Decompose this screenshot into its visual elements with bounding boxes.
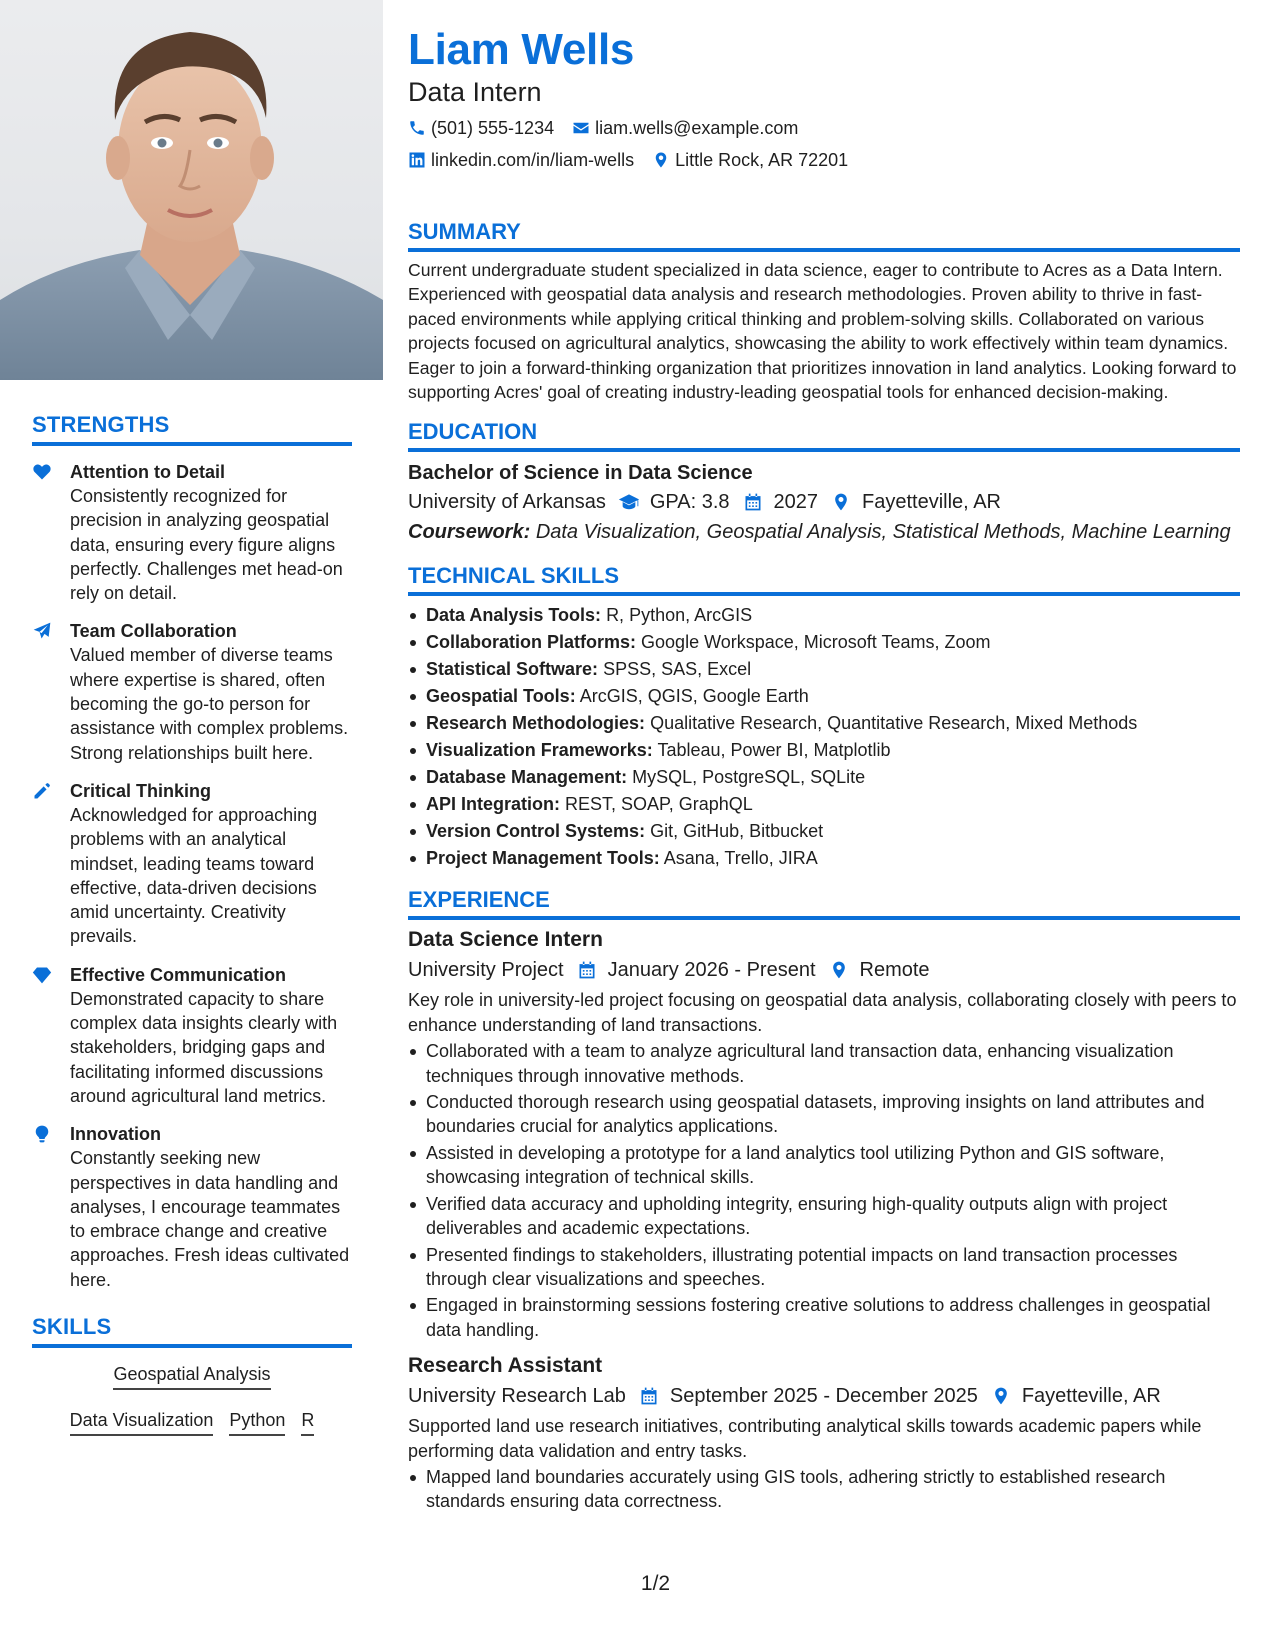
pencil-icon [32,779,70,949]
list-item [408,602,1240,629]
strength-item [32,619,352,764]
strengths-section [32,412,352,1292]
sidebar-content [32,412,352,1436]
strength-description: Acknowledged for approaching problems with an analytical mindset, leading teams toward effective, data-driven decisions amid uncertainty. Creativity prevails. [70,804,318,947]
technical-skills-heading: TECHNICAL SKILLS [408,563,620,589]
strength-item [32,1122,352,1292]
graduation-year: 2027 [773,491,819,514]
job-entry [408,1352,1240,1514]
list-item: Engaged in brainstorming sessions fostering creative solutions to address challenges in geospatial data handling. [408,1293,1240,1342]
skill-value: MySQL, PostgreSQL, SQLite [632,767,866,788]
list-item [408,656,1240,683]
skill-chip: Python [229,1408,285,1436]
contact-row [408,148,1240,172]
skills-heading: SKILLS [32,1314,112,1340]
section-divider [32,1344,352,1348]
skill-label: Project Management Tools: [426,848,660,869]
calendar-icon [576,960,598,980]
email-text: liam.wells@example.com [595,118,799,138]
paper-plane-icon [32,619,70,764]
experience-heading: EXPERIENCE [408,887,550,913]
experience-section [408,886,1240,1513]
strengths-heading: STRENGTHS [32,412,170,437]
job-org: University Project [408,959,564,982]
section-divider [32,442,352,446]
diamond-icon [32,963,70,1108]
skill-label: Geospatial Tools: [426,686,576,707]
envelope-icon [572,119,590,137]
skill-label: Research Methodologies: [426,713,646,734]
strength-description: Consistently recognized for precision in analyzing geospatial data, ensuring every figure aligns perfectly. Challenges met head-on rely on detail. [70,486,343,604]
profile-photo [0,0,383,380]
job-meta [408,1382,1240,1410]
job-meta [408,956,1240,984]
calendar-icon [638,1386,660,1406]
job-dates: September 2025 - December 2025 [669,1385,978,1408]
skill-value: REST, SOAP, GraphQL [565,794,753,815]
skill-value: Tableau, Power BI, Matplotlib [657,740,891,761]
contact-phone[interactable] [408,116,554,140]
list-item [408,818,1240,845]
skill-row [32,1408,352,1436]
gpa-text: GPA: 3.8 [649,491,730,514]
skill-value: Git, GitHub, Bitbucket [650,821,824,842]
page-number [0,1572,1275,1596]
portrait-illustration [0,0,383,380]
summary-heading: SUMMARY [408,219,521,244]
map-pin-icon [830,492,852,512]
job-bullets [408,1039,1240,1342]
linkedin-icon [408,151,426,169]
contact-row [408,116,1240,140]
list-item [408,764,1240,791]
education-section [408,418,1240,546]
strength-item [32,963,352,1108]
phone-icon [408,119,426,137]
candidate-role: Data Intern [408,77,542,107]
section-divider [408,916,1240,920]
skill-label: Version Control Systems: [426,821,646,842]
list-item: Presented findings to stakeholders, illustrating potential impacts on land transaction processes through clear visualizations and speeches. [408,1243,1240,1292]
calendar-icon [742,492,764,512]
education-meta [408,488,1240,516]
strength-title: Team Collaboration [70,621,237,642]
job-location: Remote [859,959,930,982]
skill-label: Collaboration Platforms: [426,632,637,653]
skill-value: ArcGIS, QGIS, Google Earth [579,686,809,707]
job-org: University Research Lab [408,1385,626,1408]
map-pin-icon [828,960,850,980]
coursework-label: Coursework: [408,521,531,544]
degree-title: Bachelor of Science in Data Science [408,462,753,485]
location-text: Little Rock, AR 72201 [675,150,849,170]
summary-section [408,218,1240,404]
list-item: Verified data accuracy and upholding integrity, ensuring high-quality outputs align with project deliverables and academic expectations. [408,1192,1240,1241]
job-bullets [408,1465,1240,1514]
list-item: Mapped land boundaries accurately using GIS tools, adhering strictly to established research standards ensuring data correctness. [408,1465,1240,1514]
education-heading: EDUCATION [408,419,538,445]
linkedin-text: linkedin.com/in/liam-wells [431,150,635,170]
list-item [408,737,1240,764]
main-content [408,0,1240,1514]
strength-item [32,460,352,605]
contact-linkedin[interactable] [408,148,634,172]
skill-label: API Integration: [426,794,560,815]
skills-section [32,1314,352,1436]
map-pin-icon [652,151,670,169]
skill-label: Visualization Frameworks: [426,740,653,761]
school-location: Fayetteville, AR [862,491,1001,514]
list-item [408,845,1240,872]
job-title-text: Data Science Intern [408,928,603,952]
strength-description: Demonstrated capacity to share complex data insights clearly with stakeholders, bridging gaps and facilitating informed discussions around agricultural land metrics. [70,988,338,1106]
strength-title: Innovation [70,1124,161,1145]
job-entry [408,926,1240,1342]
technical-skills-list [408,602,1240,872]
strength-description: Valued member of diverse teams where expertise is shared, often becoming the go-to person for assistance with complex problems. Strong relationships built here. [70,645,349,763]
skill-label: Data Analysis Tools: [426,605,602,626]
section-divider [408,592,1240,596]
coursework-list: Data Visualization, Geospatial Analysis, Statistical Methods, Machine Learning [535,521,1231,544]
strength-item [32,779,352,949]
job-location: Fayetteville, AR [1021,1385,1161,1408]
skill-value: SPSS, SAS, Excel [603,659,752,680]
strength-description: Constantly seeking new perspectives in data handling and analyses, I encourage teammates to embrace change and creative approaches. Fresh ideas cultivated here. [70,1148,350,1290]
list-item [408,791,1240,818]
job-dates: January 2026 - Present [607,959,816,982]
job-title [408,1352,1240,1380]
contact-email[interactable] [572,116,798,140]
page-number-text: 1/2 [640,1572,671,1595]
list-item: Assisted in developing a prototype for a land analytics tool utilizing Python and GIS software, showcasing integration of technical skills. [408,1141,1240,1190]
skill-chip: Data Visualization [70,1408,214,1436]
school-name: University of Arkansas [408,491,606,514]
lightbulb-icon [32,1122,70,1292]
coursework [408,518,1240,546]
strength-title: Effective Communication [70,964,287,985]
section-divider [408,248,1240,252]
contact-location [652,148,848,172]
job-description: Supported land use research initiatives, contributing analytical skills towards academic papers while performing data validation and entry tasks. [408,1416,1202,1461]
skill-chip: R [301,1408,314,1436]
list-item [408,629,1240,656]
skill-value: Qualitative Research, Quantitative Research, Mixed Methods [650,713,1138,734]
list-item [408,710,1240,737]
skill-value: Google Workspace, Microsoft Teams, Zoom [641,632,991,653]
skill-row [32,1362,352,1390]
skill-value: R, Python, ArcGIS [606,605,753,626]
job-title-text: Research Assistant [408,1354,603,1378]
strength-title: Attention to Detail [70,462,225,482]
graduation-cap-icon [618,492,640,512]
technical-skills-section [408,562,1240,872]
list-item: Conducted thorough research using geospatial datasets, improving insights on land attributes and boundaries crucial for analytics applications. [408,1090,1240,1139]
job-title [408,926,1240,954]
summary-text: Current undergraduate student specialized in data science, eager to contribute to Acres as a Data Intern. Experienced with geospatial data analysis and research methodologies. Proven ability to thrive in fast-paced environments while applying critical thinking and problem-solving skills. Collaborated on various projects focused on agricultural analytics, showcasing the ability to work effectively within team dynamics. Eager to join a forward-thinking organization that prioritizes innovation in land analytics. Looking forward to supporting Acres' goal of creating industry-leading geospatial tools for enhanced decision-making. [408,260,1237,403]
phone-text: (501) 555-1234 [431,118,555,138]
map-pin-icon [990,1386,1012,1406]
skill-value: Asana, Trello, JIRA [663,848,818,869]
list-item [408,683,1240,710]
skill-label: Database Management: [426,767,628,788]
strength-title: Critical Thinking [70,780,212,801]
heart-icon [32,460,70,605]
skill-label: Statistical Software: [426,659,599,680]
list-item: Collaborated with a team to analyze agricultural land transaction data, enhancing visualization techniques through innovative methods. [408,1039,1240,1088]
skill-chip: Geospatial Analysis [113,1362,270,1390]
candidate-name: Liam Wells [408,25,635,74]
sidebar [0,0,383,1650]
job-description: Key role in university-led project focusing on geospatial data analysis, collaborating closely with peers to enhance understanding of land transactions. [408,990,1237,1035]
section-divider [408,448,1240,452]
